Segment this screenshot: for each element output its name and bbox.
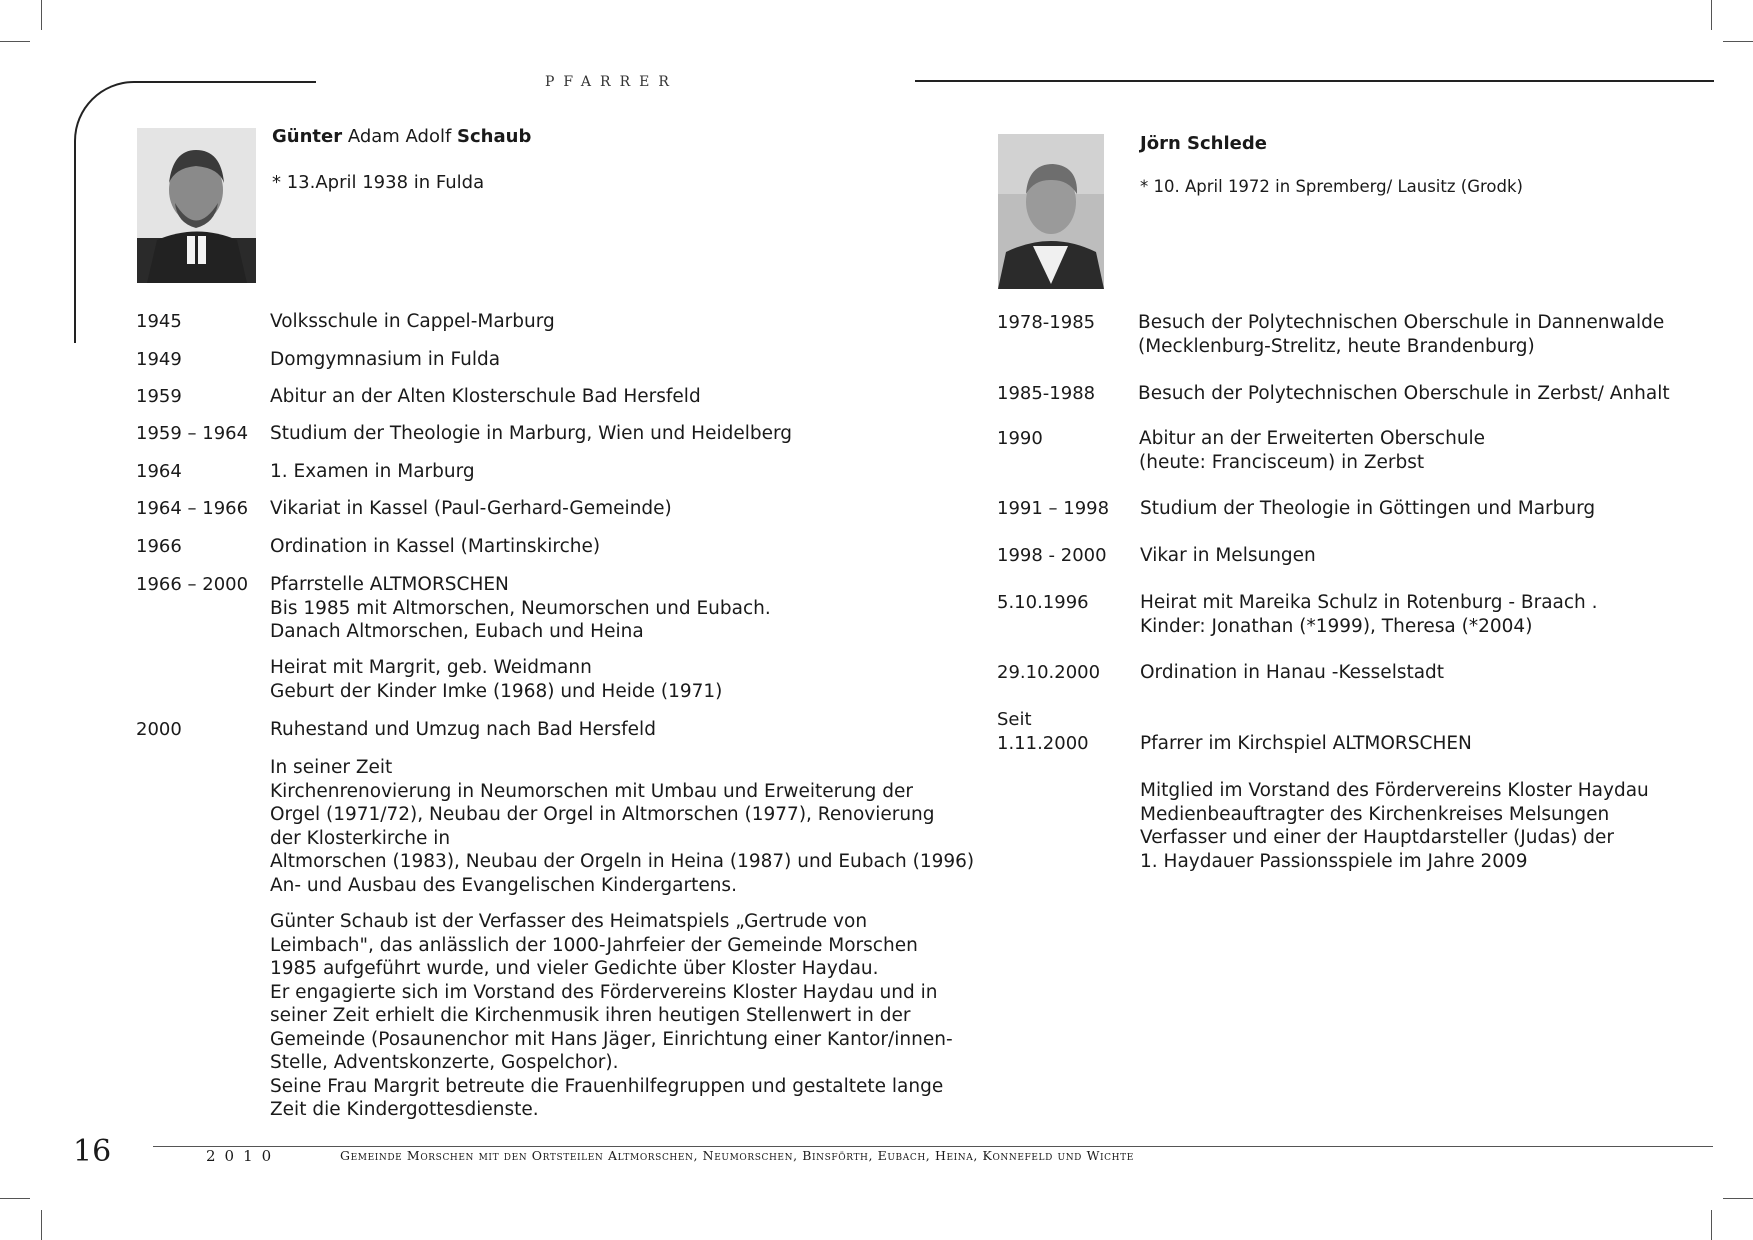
entry-line: 1. Examen in Marburg [270, 461, 475, 482]
birth-date: * 13.April 1938 in Fulda [272, 172, 485, 193]
crop-mark [0, 41, 30, 42]
entry-description [1140, 732, 1472, 756]
entry-description [1140, 591, 1598, 638]
entry-year: 1945 [136, 311, 182, 332]
entry-line: Seine Frau Margrit betreute die Frauenhilfegruppen und gestaltete lange [270, 1075, 944, 1097]
entry-description [1140, 497, 1595, 521]
entry-year: 2000 [136, 719, 182, 740]
entry-line: Abitur an der Erweiterten Oberschule [1139, 428, 1486, 449]
entry-line: Besuch der Polytechnischen Oberschule in Dannenwalde [1138, 312, 1665, 333]
entry-year: 1964 – 1966 [136, 498, 249, 519]
entry-year: 1959 [136, 386, 182, 407]
entry-line: Pfarrer im Kirchspiel ALTMORSCHEN [1140, 733, 1472, 754]
entry-year: 1964 [136, 461, 182, 482]
entry-line: Heirat mit Mareika Schulz in Rotenburg - Braach . [1140, 592, 1598, 613]
entry-line: Leimbach", das anlässlich der 1000-Jahrfeier der Gemeinde Morschen [270, 934, 918, 956]
entry-line: Ordination in Hanau -Kesselstadt [1140, 662, 1445, 683]
entry-line: Besuch der Polytechnischen Oberschule in Zerbst/ Anhalt [1138, 383, 1670, 404]
entry-description [270, 422, 792, 446]
entry-line: Studium der Theologie in Göttingen und Marburg [1140, 498, 1596, 519]
entry-year: 1985-1988 [997, 383, 1096, 404]
entry-description [270, 718, 656, 742]
entry-line: In seiner Zeit [270, 757, 393, 778]
entry-description [1140, 661, 1444, 685]
entry-description [270, 497, 672, 521]
middle-names: Adam Adolf [342, 126, 458, 147]
entry-line: An- und Ausbau des Evangelischen Kindergartens. [270, 874, 737, 896]
portrait-photo-schaub [137, 128, 256, 283]
entry-line: Altmorschen (1983), Neubau der Orgeln in Heina (1987) und Eubach (1996) [270, 851, 975, 872]
footer-year: 2010 [206, 1147, 281, 1165]
entry-line: Stelle, Adventskonzerte, Gospelchor). [270, 1052, 619, 1073]
entry-line: Vikar in Melsungen [1140, 545, 1316, 566]
crop-mark [41, 0, 42, 30]
entry-line: Verfasser und einer der Hauptdarsteller (Judas) der [1140, 827, 1615, 848]
entry-line: (Mecklenburg-Strelitz, heute Brandenburg) [1138, 335, 1535, 357]
entry-year: 1959 – 1964 [136, 423, 249, 444]
entry-line: Gemeinde (Posaunenchor mit Hans Jäger, Einrichtung einer Kantor/innen- [270, 1028, 953, 1050]
entry-line: Kirchenrenovierung in Neumorschen mit Umbau und Erweiterung der [270, 780, 914, 802]
entry-line: Domgymnasium in Fulda [270, 349, 501, 370]
entry-line: Volksschule in Cappel-Marburg [270, 311, 555, 332]
entry-line: der Klosterkirche in [270, 827, 451, 849]
entry-description [1138, 311, 1664, 358]
crop-mark [41, 1210, 42, 1240]
page-number: 16 [73, 1134, 112, 1169]
person-name-schlede [1140, 133, 1267, 154]
entry-line: 1. Haydauer Passionsspiele im Jahre 2009 [1140, 850, 1528, 872]
entry-line: Zeit die Kindergottesdienste. [270, 1099, 539, 1120]
entry-description [1140, 544, 1316, 568]
entry-line: Orgel (1971/72), Neubau der Orgel in Altmorschen (1977), Renovierung [270, 804, 935, 825]
person-name [272, 126, 531, 147]
footer-text: Gemeinde Morschen mit den Ortsteilen Altmorschen, Neumorschen, Binsförth, Eubach, Heina, Konnefeld und Wichte [340, 1148, 1134, 1163]
first-name: Günter [272, 126, 343, 147]
entry-line: Studium der Theologie in Marburg, Wien und Heidelberg [270, 423, 793, 444]
entry-line: Geburt der Kinder Imke (1968) und Heide (1971) [270, 680, 723, 702]
entry-line: Pfarrstelle ALTMORSCHEN [270, 574, 509, 595]
entry-year: 29.10.2000 [997, 662, 1101, 683]
entry-year: 1991 – 1998 [997, 498, 1110, 519]
entry-line: Ruhestand und Umzug nach Bad Hersfeld [270, 719, 656, 740]
entry-year: 1.11.2000 [997, 733, 1089, 754]
birth-date-schlede: * 10. April 1972 in Spremberg/ Lausitz (Grodk) [1140, 177, 1523, 196]
entry-description [270, 310, 555, 334]
crop-mark [1711, 0, 1712, 30]
full-name: Jörn Schlede [1140, 133, 1267, 154]
entry-line: Medienbeauftragter des Kirchenkreises Melsungen [1140, 803, 1610, 825]
footer-rule [153, 1146, 1713, 1147]
entry-line: 1985 aufgeführt wurde, und vieler Gedichte über Kloster Haydau. [270, 958, 879, 979]
crop-mark [1711, 1210, 1712, 1240]
entry-year: 1998 - 2000 [997, 545, 1107, 566]
crop-mark [1723, 41, 1753, 42]
entry-line: Danach Altmorschen, Eubach und Heina [270, 621, 644, 642]
portrait-photo-schlede [998, 134, 1104, 289]
entry-line: Mitglied im Vorstand des Fördervereins Kloster Haydau [1140, 780, 1649, 801]
page-title: PFARRER [545, 74, 678, 90]
entry-line: Vikariat in Kassel (Paul-Gerhard-Gemeinde) [270, 498, 672, 519]
entry-description [270, 756, 974, 897]
entry-line: seiner Zeit erhielt die Kirchenmusik ihren heutigen Stellenwert in der [270, 1005, 911, 1026]
entry-description [270, 535, 600, 559]
entry-year: 1966 – 2000 [136, 574, 249, 595]
entry-line: Ordination in Kassel (Martinskirche) [270, 536, 601, 557]
entry-description [270, 385, 701, 409]
entry-line: Er engagierte sich im Vorstand des Fördervereins Kloster Haydau und in [270, 981, 938, 1003]
crop-mark [0, 1198, 30, 1199]
entry-description [270, 348, 500, 372]
entry-year: Seit [997, 709, 1032, 730]
entry-description [270, 910, 953, 1122]
entry-line: Heirat mit Margrit, geb. Weidmann [270, 657, 592, 678]
last-name: Schaub [457, 126, 532, 147]
entry-year: 5.10.1996 [997, 592, 1089, 613]
entry-description [1139, 427, 1485, 474]
entry-description [270, 573, 771, 644]
entry-year: 1966 [136, 536, 182, 557]
entry-year: 1978-1985 [997, 312, 1096, 333]
entry-description [270, 460, 475, 484]
entry-description [270, 656, 722, 703]
entry-line: Abitur an der Alten Klosterschule Bad Hersfeld [270, 386, 701, 407]
entry-description [1140, 779, 1649, 873]
entry-line: Kinder: Jonathan (*1999), Theresa (*2004) [1140, 615, 1533, 637]
entry-year: 1949 [136, 349, 182, 370]
header-rule [915, 80, 1714, 82]
entry-description [1138, 382, 1670, 406]
entry-year: 1990 [997, 428, 1043, 449]
entry-line: Bis 1985 mit Altmorschen, Neumorschen und Eubach. [270, 597, 771, 619]
entry-line: Günter Schaub ist der Verfasser des Heimatspiels „Gertrude von [270, 911, 868, 932]
crop-mark [1723, 1198, 1753, 1199]
entry-line: (heute: Francisceum) in Zerbst [1139, 451, 1425, 473]
